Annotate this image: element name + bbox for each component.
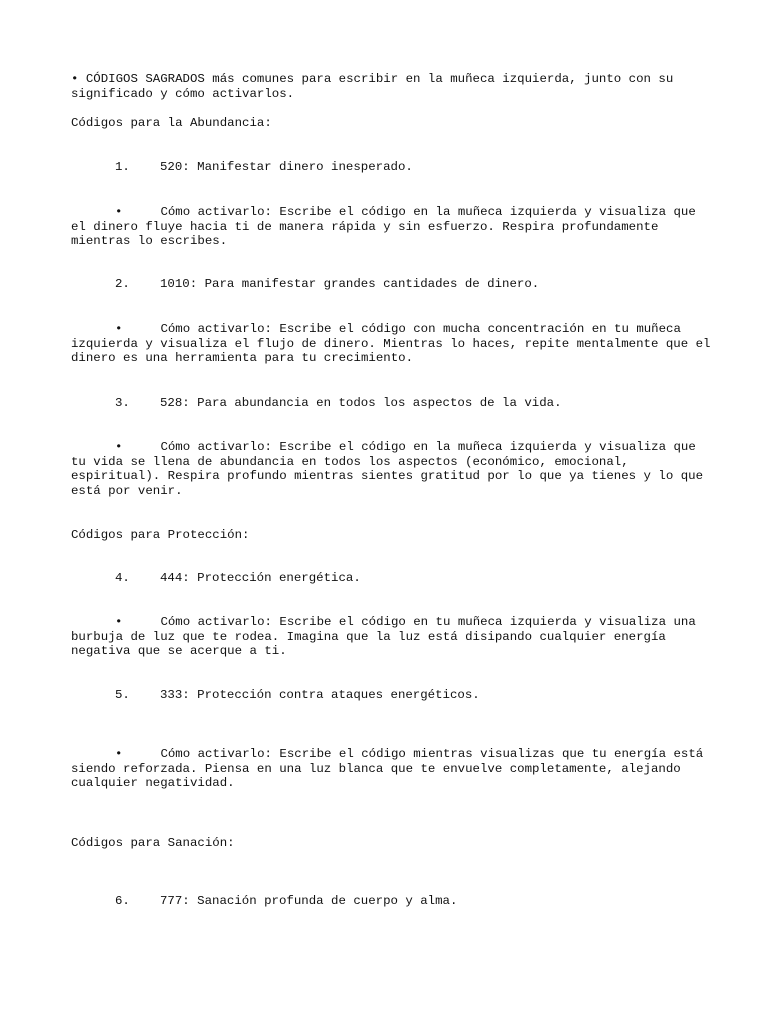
activation-paragraph [71,322,711,366]
activation-text: Cómo activarlo: Escribe el código mientras visualizas que tu energía está siendo reforzada. Piensa en una luz blanca que te envuelve completamente, alejando cualquier negatividad. [71,747,704,791]
activation-paragraph [71,205,711,249]
item-title: 1010: Para manifestar grandes cantidades de dinero. [160,277,540,291]
item-number: 2. [115,277,130,291]
section-heading-protection: Códigos para Protección: [71,528,250,542]
item-number: 1. [115,160,130,174]
item-title: 520: Manifestar dinero inesperado. [160,160,413,174]
item-number: 6. [115,894,130,908]
activation-bullet: • [115,205,123,219]
activation-paragraph [71,615,711,659]
item-number: 3. [115,396,130,410]
activation-bullet: • [115,440,123,454]
activation-bullet: • [115,747,123,761]
item-number: 5. [115,688,130,702]
item-title: 444: Protección energética. [160,571,361,585]
item-title: 333: Protección contra ataques energéticos. [160,688,480,702]
intro-text: CÓDIGOS SAGRADOS más comunes para escribir en la muñeca izquierda, junto con su significado y cómo activarlos. [71,72,674,101]
activation-paragraph [71,747,711,791]
activation-paragraph [71,440,711,499]
activation-text: Cómo activarlo: Escribe el código en tu muñeca izquierda y visualiza una burbuja de luz que te rodea. Imagina que la luz está disipando cualquier energía negativa que se acerque a ti. [71,615,696,659]
activation-text: Cómo activarlo: Escribe el código con mucha concentración en tu muñeca izquierda y visualiza el flujo de dinero. Mientras lo haces, repite mentalmente que el dinero es una herramienta para tu crecimiento. [71,322,711,366]
activation-text: Cómo activarlo: Escribe el código en la muñeca izquierda y visualiza que el dinero fluye hacia ti de manera rápida y sin esfuerzo. Respira profundamente mientras lo escribes. [71,205,696,249]
item-title: 528: Para abundancia en todos los aspectos de la vida. [160,396,562,410]
activation-text: Cómo activarlo: Escribe el código en la muñeca izquierda y visualiza que tu vida se llena de abundancia en todos los aspectos (económico, emocional, espiritual). Respira profundo mientras sientes gratitud por lo que ya tienes y lo que está por venir. [71,440,704,499]
section-heading-healing: Códigos para Sanación: [71,836,235,850]
activation-bullet: • [115,615,123,629]
section-heading-abundance: Códigos para la Abundancia: [71,116,272,130]
intro-bullet: • [71,72,79,86]
activation-bullet: • [115,322,123,336]
intro-paragraph [71,72,711,101]
item-title: 777: Sanación profunda de cuerpo y alma. [160,894,458,908]
item-number: 4. [115,571,130,585]
